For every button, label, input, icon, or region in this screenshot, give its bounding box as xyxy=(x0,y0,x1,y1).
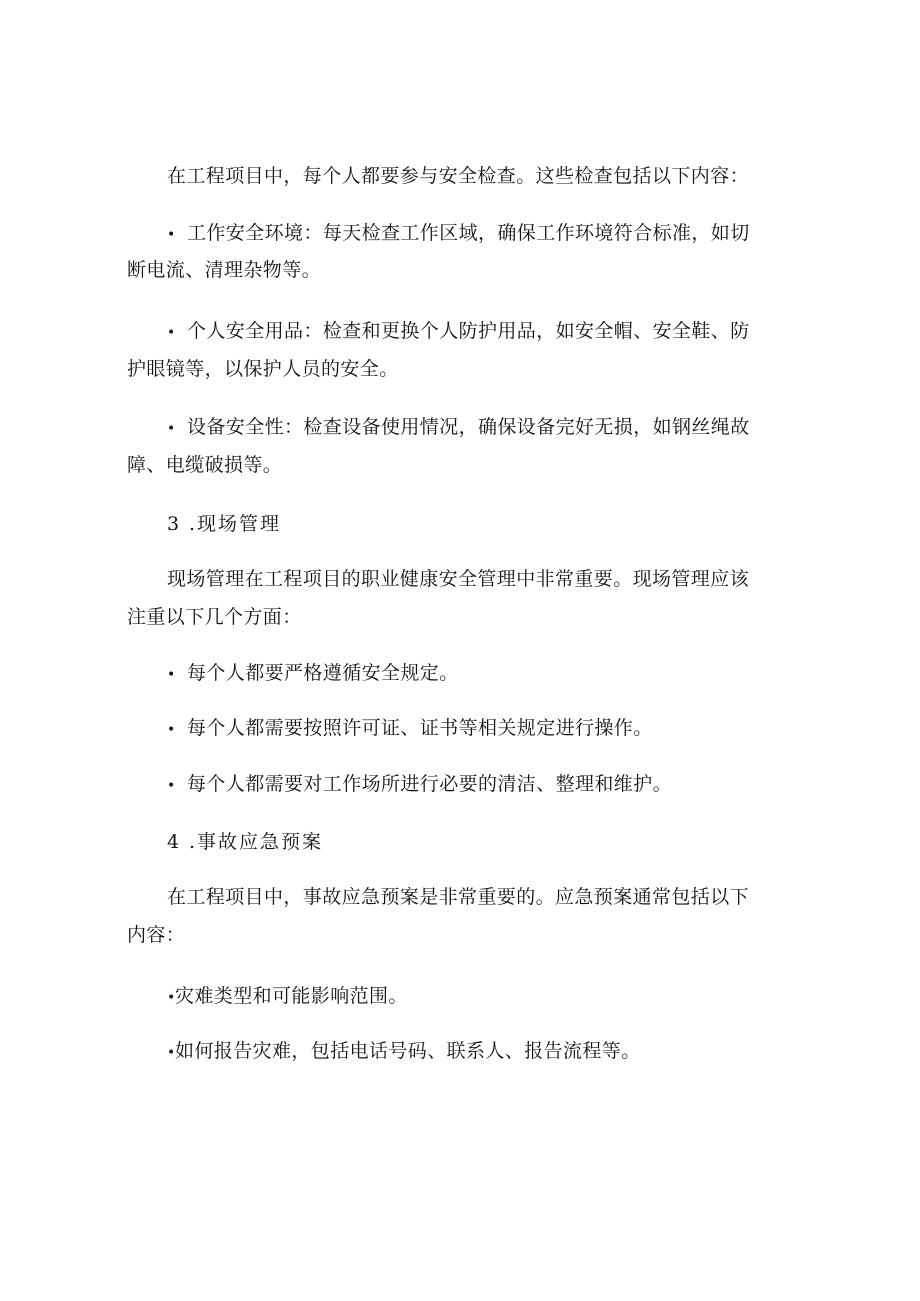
bullet-icon: • xyxy=(167,227,176,243)
section-4-item-2 xyxy=(167,1038,641,1066)
section-3-number: 3 xyxy=(167,513,180,535)
bullet-icon: • xyxy=(167,667,176,683)
bullet-icon: • xyxy=(167,778,176,794)
check-item-3-continued: 障、电缆破损等。 xyxy=(127,454,283,476)
section-3-item-3-text: 每个人都需要对工作场所进行必要的清洁、整理和维护。 xyxy=(187,773,673,795)
check-item-1-line1: 工作安全环境：每天检查工作区域，确保工作环境符合标准，如切 xyxy=(187,222,750,244)
section-4-paragraph-line1: 在工程项目中，事故应急预案是非常重要的。应急预案通常包括以下 xyxy=(167,886,750,908)
bullet-icon: • xyxy=(167,990,176,1006)
section-3-paragraph-line1: 现场管理在工程项目的职业健康安全管理中非常重要。现场管理应该 xyxy=(167,568,750,590)
section-3-item-1-text: 每个人都要严格遵循安全规定。 xyxy=(187,662,459,684)
check-item-1-continued: 断电流、清理杂物等。 xyxy=(127,259,322,281)
section-3-item-2 xyxy=(167,715,653,743)
section-3-item-2-text: 每个人都需要按照许可证、证书等相关规定进行操作。 xyxy=(187,717,653,739)
check-item-3-line1: 设备安全性：检查设备使用情况，确保设备完好无损，如钢丝绳故 xyxy=(187,416,750,438)
section-4-title: .事故应急预案 xyxy=(189,831,324,853)
check-item-1 xyxy=(167,220,750,248)
check-item-2-continued: 护眼镜等，以保护人员的安全。 xyxy=(127,358,399,380)
intro-paragraph: 在工程项目中，每个人都要参与安全检查。这些检查包括以下内容： xyxy=(167,165,750,187)
bullet-icon: • xyxy=(167,325,176,341)
section-4-item-2-text: 如何报告灾难，包括电话号码、联系人、报告流程等。 xyxy=(175,1040,641,1062)
section-4-paragraph-line2: 内容： xyxy=(127,924,186,946)
section-3-title: .现场管理 xyxy=(189,513,282,535)
section-4-heading xyxy=(167,829,323,855)
bullet-icon: • xyxy=(167,1045,176,1061)
section-4-number: 4 xyxy=(167,831,180,853)
section-4-item-1-text: 灾难类型和可能影响范围。 xyxy=(175,985,408,1007)
section-3-item-1 xyxy=(167,660,459,688)
check-item-2 xyxy=(167,318,750,346)
check-item-2-line1: 个人安全用品：检查和更换个人防护用品，如安全帽、安全鞋、防 xyxy=(187,320,750,342)
section-3-item-3 xyxy=(167,771,672,799)
section-4-item-1 xyxy=(167,983,408,1011)
bullet-icon: • xyxy=(167,421,176,437)
bullet-icon: • xyxy=(167,722,176,738)
check-item-3 xyxy=(167,414,750,442)
section-3-paragraph-line2: 注重以下几个方面： xyxy=(127,606,302,628)
section-3-heading xyxy=(167,511,281,537)
